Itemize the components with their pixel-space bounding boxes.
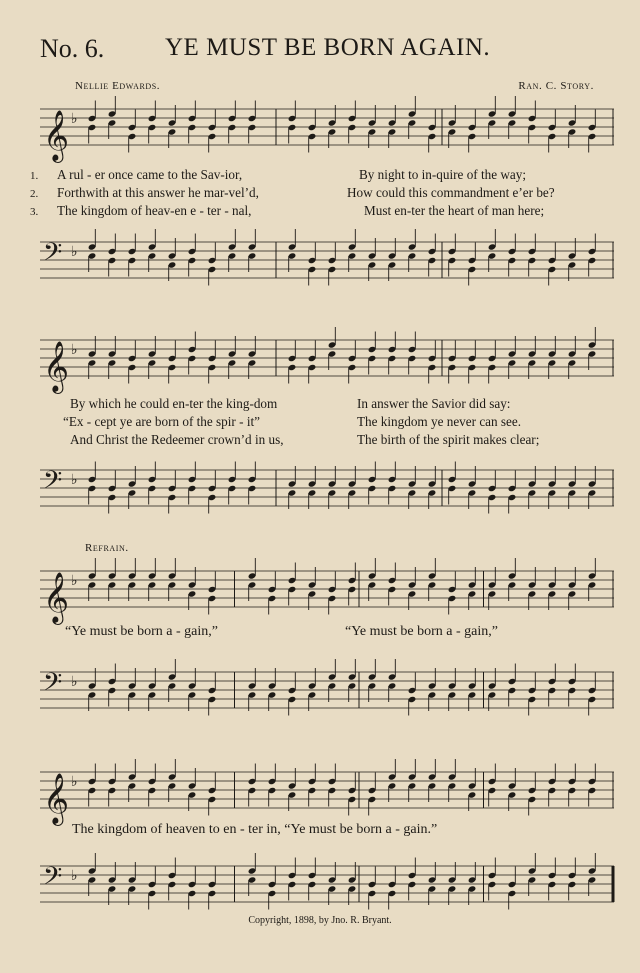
verse-lyric: By which he could en-ter the king-dom <box>70 396 278 411</box>
copyright-notice: Copyright, 1898, by Jno. R. Bryant. <box>248 915 392 926</box>
staff-drawing <box>40 668 614 712</box>
staff-drawing <box>40 768 614 824</box>
key-flat-icon: ♭ <box>71 774 78 790</box>
treble-staff <box>40 567 614 623</box>
treble-staff <box>40 336 614 392</box>
lyricist-credit: Nellie Edwards. <box>75 80 161 92</box>
bass-clef-icon: 𝄢 <box>43 862 63 897</box>
treble-clef-icon: 𝄞 <box>43 773 70 824</box>
bass-staff <box>40 238 614 282</box>
bass-clef-icon: 𝄢 <box>43 238 63 273</box>
bass-staff <box>40 466 614 510</box>
verse-lyric: And Christ the Redeemer crown’d in us, <box>70 432 284 447</box>
key-flat-icon: ♭ <box>71 573 78 589</box>
staff-drawing <box>40 862 614 906</box>
key-flat-icon: ♭ <box>71 244 78 260</box>
refrain-label: Refrain. <box>85 542 129 554</box>
verse-lyric: A rul - er once came to the Sav-ior, <box>57 167 243 182</box>
verse-number: 2. <box>30 188 39 200</box>
key-flat-icon: ♭ <box>71 674 78 690</box>
verse-number: 1. <box>30 170 39 182</box>
staff-drawing <box>40 466 614 510</box>
verse-lyric: How could this commandment e’er be? <box>347 185 555 200</box>
hymn-title: YE MUST BE BORN AGAIN. <box>165 34 491 61</box>
treble-clef-icon: 𝄞 <box>43 572 70 623</box>
key-flat-icon: ♭ <box>71 342 78 358</box>
verse-lyric: “Ex - cept ye are born of the spir - it” <box>63 414 260 429</box>
key-flat-icon: ♭ <box>71 868 78 884</box>
bass-clef-icon: 𝄢 <box>43 466 63 501</box>
bass-staff <box>40 668 614 712</box>
staff-drawing <box>40 336 614 392</box>
refrain-lyric: “Ye must be born a - gain,” <box>65 624 218 639</box>
verse-lyric: The kingdom of heav-en e - ter - nal, <box>57 203 252 218</box>
staff-drawing <box>40 567 614 623</box>
staff-drawing <box>40 105 614 161</box>
verse-lyric: The kingdom ye never can see. <box>357 414 522 429</box>
verse-lyric: Forthwith at this answer he mar-vel’d, <box>57 185 259 200</box>
bass-staff <box>40 862 614 906</box>
treble-staff <box>40 105 614 161</box>
hymn-number: No. 6. <box>40 34 105 63</box>
verse-lyric: The birth of the spirit makes clear; <box>357 432 540 447</box>
key-flat-icon: ♭ <box>71 472 78 488</box>
staff-drawing <box>40 238 614 282</box>
key-flat-icon: ♭ <box>71 111 78 127</box>
refrain-lyric: The kingdom of heaven to en - ter in, “Ye must be born a - gain.” <box>72 822 438 837</box>
bass-clef-icon: 𝄢 <box>43 668 63 703</box>
verse-number: 3. <box>30 206 39 218</box>
verse-lyric: Must en-ter the heart of man here; <box>364 203 545 218</box>
treble-clef-icon: 𝄞 <box>43 110 70 161</box>
refrain-lyric: “Ye must be born a - gain,” <box>345 624 498 639</box>
verse-lyric: In answer the Savior did say: <box>357 396 511 411</box>
composer-credit: Ran. C. Story. <box>518 80 594 92</box>
treble-clef-icon: 𝄞 <box>43 341 70 392</box>
verse-lyric: By night to in-quire of the way; <box>359 167 527 182</box>
treble-staff <box>40 768 614 824</box>
